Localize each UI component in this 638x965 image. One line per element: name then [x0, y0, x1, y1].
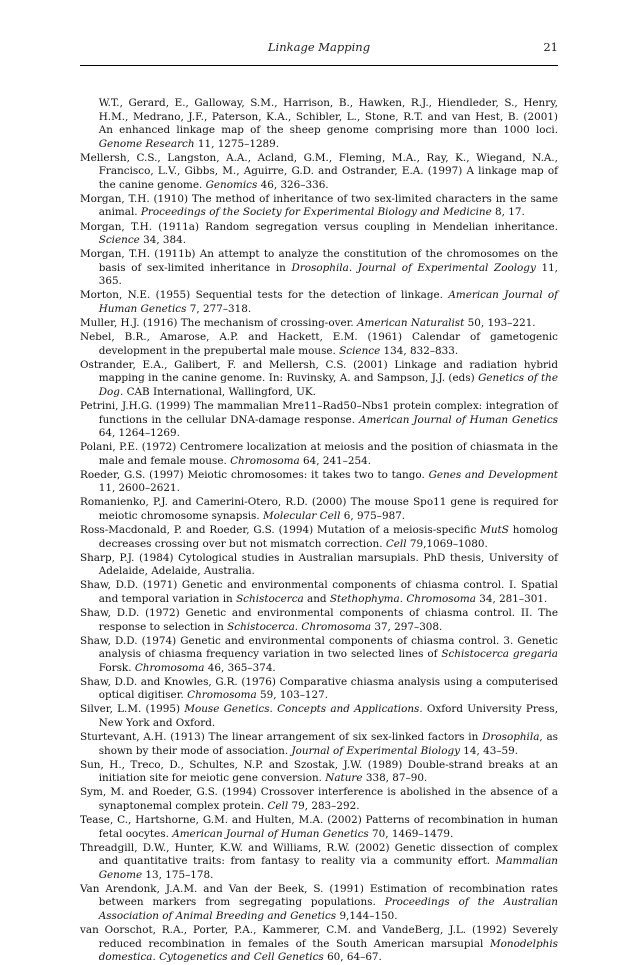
italic-segment: Chromosoma: [230, 454, 300, 467]
reference-entry: [80, 359, 558, 400]
text-segment: Shaw, D.D. (1974) Genetic and environmental components of chiasma control. 3. Genetic analysis of chiasma frequency variation in two selected lines of: [80, 634, 558, 661]
text-segment: Van Arendonk, J.A.M. and Van der Beek, S. (1991) Estimation of recombination rates between markers from segregating populations.: [80, 882, 558, 909]
text-segment: 46, 365–374.: [204, 661, 276, 674]
text-segment: Tease, C., Hartshorne, G.M. and Hulten, M.A. (2002) Patterns of recombination in human fetal oocytes.: [80, 814, 558, 840]
text-segment: Ross-Macdonald, P. and Roeder, G.S. (1994) Mutation of a meiosis-specific: [80, 524, 481, 537]
italic-segment: Schistocerca gregaria: [441, 648, 558, 661]
reference-entry: [80, 814, 558, 841]
italic-segment: American Journal of Human Genetics: [358, 413, 558, 426]
reference-entry: [80, 883, 558, 924]
italic-segment: Genes and Development: [428, 468, 558, 481]
text-segment: 70, 1469–1479.: [368, 827, 454, 840]
reference-entry: [80, 221, 558, 248]
text-segment: Morgan, T.H. (1911b) An attempt to analyze the constitution of the chromosomes on the basis of sex-limited inheritance in: [80, 248, 558, 274]
italic-segment: Stethophyma. Chromosoma: [329, 592, 476, 605]
text-segment: 46, 326–336.: [257, 178, 329, 191]
text-segment: W.T., Gerard, E., Galloway, S.M., Harrison, B., Hawken, R.J., Hiendleder, S., Henry, H.M., Medrano, J.F., Paterson, K.A., Schibler, L., Stone, R.T. and van Hest, B. (2001) An enhanced linkage map of the sheep genome comprising more than 1000 loci.: [98, 97, 558, 137]
italic-segment: Schistocerca. Chromosoma: [227, 620, 372, 633]
italic-segment: Science: [98, 234, 140, 247]
reference-entry: [80, 842, 558, 883]
text-segment: 79,1069–1080.: [406, 537, 488, 550]
reference-entry: [80, 496, 558, 523]
reference-entry: [80, 400, 558, 441]
page-number: 21: [543, 40, 558, 54]
italic-segment: Drosophila. Journal of Experimental Zoology: [291, 261, 536, 274]
italic-segment: American Naturalist: [357, 317, 465, 330]
reference-entry: [80, 331, 558, 358]
italic-segment: Drosophila: [482, 731, 540, 744]
text-segment: 50, 193–221.: [464, 317, 536, 330]
italic-segment: Genome Research: [98, 137, 195, 150]
reference-entry: [80, 635, 558, 676]
text-segment: 13, 175–178.: [142, 868, 214, 881]
text-segment: 14, 43–59.: [460, 744, 519, 757]
text-segment: Sun, H., Treco, D., Schultes, N.P. and Szostak, J.W. (1989) Double-strand breaks at an initiation site for meiotic gene conversion.: [80, 758, 558, 785]
text-segment: Shaw, D.D. (1972) Genetic and environmental components of chiasma control. II. The response to selection in: [80, 606, 558, 633]
text-segment: 59, 103–127.: [256, 689, 329, 702]
text-segment: CAB International, Wallingford, UK.: [123, 385, 316, 398]
italic-segment: Journal of Experimental Biology: [291, 744, 460, 757]
italic-segment: Proceedings of the Australian Association of Animal Breeding and Genetics: [98, 896, 558, 922]
italic-segment: American Journal of Human Genetics: [98, 289, 559, 315]
reference-entry: [80, 289, 558, 316]
text-segment: 9,144–150.: [336, 909, 398, 922]
reference-entry: [80, 731, 558, 758]
text-segment: Ostrander, E.A., Galibert, F. and Mellersh, C.S. (2001) Linkage and radiation hybrid mapping in the canine genome. In: Ruvinsky, A. and Sampson, J.J. (eds): [80, 358, 558, 385]
text-segment: 7, 277–318.: [186, 302, 252, 315]
text-segment: 79, 283–292.: [288, 799, 360, 812]
text-segment: Shaw, D.D. and Knowles, G.R. (1976) Comparative chiasma analysis using a computerised optical digitiser.: [80, 675, 558, 702]
text-segment: Oxford University Press, New York and Oxford.: [98, 703, 558, 729]
text-segment: homolog decreases crossing over but not mismatch correction.: [98, 524, 558, 550]
text-segment: , as shown by their mode of association.: [98, 731, 558, 757]
text-segment: 11, 1275–1289.: [194, 137, 280, 150]
reference-entry: [80, 552, 558, 579]
italic-segment: Mammalian Genome: [98, 855, 558, 881]
italic-segment: American Journal of Human Genetics: [172, 827, 369, 840]
running-title: Linkage Mapping: [267, 40, 371, 54]
text-segment: Forsk.: [98, 661, 135, 674]
italic-segment: Monodelphis domestica. Cytogenetics and Cell Genetics: [98, 937, 558, 964]
text-segment: 64, 1264–1269.: [98, 427, 180, 440]
text-segment: 11, 365.: [98, 261, 558, 288]
text-segment: 34, 384.: [139, 234, 187, 247]
text-segment: Sturtevant, A.H. (1913) The linear arrangement of six sex-linked factors in: [80, 731, 483, 744]
text-segment: Morgan, T.H. (1911a) Random segregation versus coupling in Mendelian inheritance.: [80, 220, 558, 233]
reference-list: [80, 97, 558, 965]
italic-segment: Genetics of the Dog.: [98, 372, 558, 398]
italic-segment: Genomics: [205, 178, 258, 191]
italic-segment: Chromosoma: [187, 689, 257, 702]
text-segment: 338, 87–90.: [362, 772, 428, 785]
text-segment: Mellersh, C.S., Langston, A.A., Acland, G.M., Fleming, M.A., Ray, K., Wiegand, N.A., Francisco, L.V., Gibbs, M., Aguirre, G.D. and Ostrander, E.A. (1997) A linkage map of the canine genome.: [80, 151, 558, 191]
italic-segment: Mouse Genetics. Concepts and Applications.: [184, 703, 423, 716]
text-segment: Sharp, P.J. (1984) Cytological studies in Australian marsupials. PhD thesis, University of Adelaide, Adelaide, Australia.: [80, 551, 558, 578]
reference-entry: [80, 786, 558, 813]
text-segment: van Oorschot, R.A., Porter, P.A., Kammerer, C.M. and VandeBerg, J.L. (1992) Severely reduced recombination in females of the South American marsupial: [80, 924, 558, 950]
reference-entry: [80, 469, 558, 496]
text-segment: 11, 2600–2621.: [98, 482, 180, 495]
reference-entry: [80, 607, 558, 634]
reference-entry: [80, 152, 558, 193]
italic-segment: MutS: [480, 524, 509, 537]
italic-segment: Cell: [385, 537, 407, 550]
reference-entry: [80, 703, 558, 730]
text-segment: Morton, N.E. (1955) Sequential tests for the detection of linkage.: [80, 289, 449, 302]
italic-segment: Cell: [267, 799, 289, 812]
text-segment: Muller, H.J. (1916) The mechanism of crossing-over.: [80, 317, 358, 330]
italic-segment: Science: [339, 344, 381, 357]
reference-entry: [80, 924, 558, 965]
text-segment: 6, 975–987.: [340, 509, 406, 522]
reference-entry: [80, 193, 558, 220]
reference-entry: [80, 317, 558, 331]
text-segment: Threadgill, D.W., Hunter, K.W. and Williams, R.W. (2002) Genetic dissection of complex and quantitative traits: from fantasy to reality via a community effort.: [80, 841, 558, 868]
italic-segment: Nature: [325, 772, 363, 785]
italic-segment: Chromosoma: [134, 661, 205, 674]
text-segment: Sym, M. and Roeder, G.S. (1994) Crossover interference is abolished in the absence of a synaptonemal complex protein.: [80, 786, 558, 812]
text-segment: Silver, L.M. (1995): [80, 703, 185, 716]
text-segment: Nebel, B.R., Amarose, A.P. and Hackett, E.M. (1961) Calendar of gametogenic development in the prepubertal male mouse.: [80, 331, 558, 357]
reference-entry: [80, 248, 558, 289]
reference-entry: [80, 524, 558, 551]
italic-segment: Proceedings of the Society for Experimental Biology and Medicine: [140, 206, 492, 219]
text-segment: 60, 64–67.: [323, 951, 382, 964]
text-segment: Petrini, J.H.G. (1999) The mammalian Mre11–Rad50–Nbs1 protein complex: integration of functions in the cellular DNA-damage response.: [80, 399, 558, 426]
text-segment: 134, 832–833.: [380, 344, 459, 357]
text-segment: Romanienko, P.J. and Camerini-Otero, R.D. (2000) The mouse Spo11 gene is required for meiotic chromosome synapsis.: [80, 496, 558, 522]
text-segment: Morgan, T.H. (1910) The method of inheritance of two sex-limited characters in the same animal.: [80, 192, 558, 219]
reference-entry: [80, 759, 558, 786]
text-segment: 64, 241–254.: [299, 454, 371, 467]
text-segment: Shaw, D.D. (1971) Genetic and environmental components of chiasma control. I. Spatial and temporal variation in: [80, 579, 558, 605]
header-rule: [80, 65, 558, 66]
text-segment: 8, 17.: [491, 206, 525, 219]
text-segment: Roeder, G.S. (1997) Meiotic chromosomes: it takes two to tango.: [80, 468, 429, 481]
text-segment: and: [303, 592, 330, 605]
reference-entry: [80, 676, 558, 703]
text-segment: 34, 281–301.: [475, 592, 548, 605]
italic-segment: Molecular Cell: [263, 509, 341, 522]
page-header: [80, 40, 558, 60]
reference-entry: [80, 97, 558, 151]
reference-entry: [80, 579, 558, 606]
italic-segment: Schistocerca: [236, 592, 304, 605]
reference-entry: [80, 441, 558, 468]
text-segment: 37, 297–308.: [371, 620, 443, 633]
text-segment: Polani, P.E. (1972) Centromere localization at meiosis and the position of chiasmata in the male and female mouse.: [80, 441, 558, 467]
